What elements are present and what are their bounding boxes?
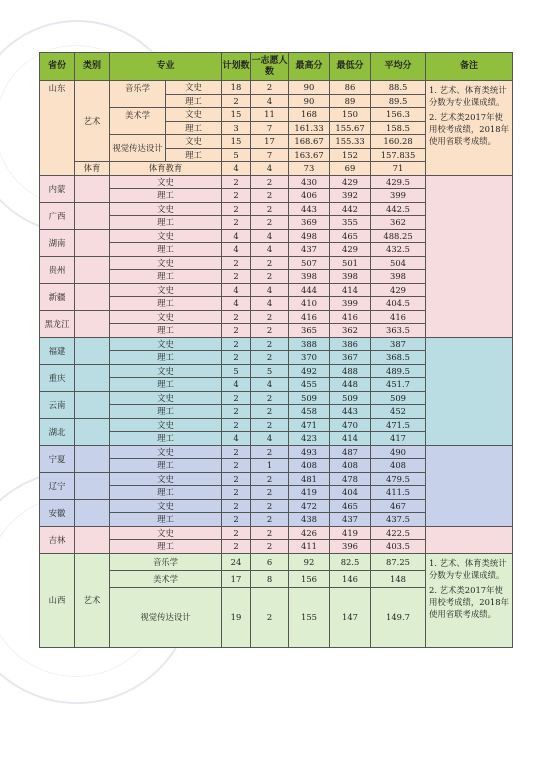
max-cell: 156 [289, 570, 330, 587]
first-choice-cell: 4 [251, 378, 289, 392]
subject-cell: 理工 [110, 270, 222, 284]
avg-cell: 489.5 [371, 364, 426, 378]
header-row [40, 53, 513, 81]
avg-cell: 87.25 [371, 553, 426, 570]
first-choice-cell: 2 [251, 337, 289, 351]
subject-cell: 理工 [110, 216, 222, 230]
avg-cell: 160.28 [371, 135, 426, 149]
header-major: 专业 [110, 53, 222, 81]
max-cell: 492 [289, 364, 330, 378]
category-cell [75, 499, 110, 526]
avg-cell: 158.5 [371, 121, 426, 135]
table-row [40, 445, 513, 459]
min-cell: 82.5 [330, 553, 371, 570]
min-cell: 86 [330, 81, 371, 95]
major-cell: 体育教育 [110, 162, 222, 176]
min-cell: 396 [330, 540, 371, 554]
avg-cell: 89.5 [371, 94, 426, 108]
plan-cell: 15 [222, 135, 251, 149]
plan-cell: 2 [222, 310, 251, 324]
min-cell: 414 [330, 283, 371, 297]
subject-cell: 文史 [110, 391, 222, 405]
plan-cell: 2 [222, 351, 251, 365]
first-choice-cell: 2 [251, 256, 289, 270]
min-cell: 69 [330, 162, 371, 176]
first-choice-cell: 2 [251, 189, 289, 203]
subject-cell: 理工 [110, 432, 222, 446]
category-cell [75, 364, 110, 391]
category-cell [75, 472, 110, 499]
first-choice-cell: 4 [251, 243, 289, 257]
table-row [40, 337, 513, 351]
plan-cell: 2 [222, 270, 251, 284]
major-cell: 美术学 [110, 108, 166, 135]
province-cell: 云南 [40, 391, 75, 418]
plan-cell: 2 [222, 459, 251, 473]
first-choice-cell: 11 [251, 108, 289, 122]
province-cell: 重庆 [40, 364, 75, 391]
plan-cell: 2 [222, 324, 251, 338]
max-cell: 90 [289, 94, 330, 108]
subject-cell: 文史 [110, 310, 222, 324]
admission-score-table [39, 52, 513, 648]
subject-cell: 理工 [110, 324, 222, 338]
plan-cell: 2 [222, 202, 251, 216]
major-cell: 视觉传达设计 [110, 135, 166, 162]
major-cell: 音乐学 [110, 553, 222, 570]
plan-cell: 18 [222, 81, 251, 95]
avg-cell: 363.5 [371, 324, 426, 338]
province-cell: 安徽 [40, 499, 75, 526]
note-line-1: 1. 艺术、体育类统计分数为专业课成绩。 [429, 557, 507, 580]
first-choice-cell: 4 [251, 162, 289, 176]
avg-cell: 504 [371, 256, 426, 270]
avg-cell: 422.5 [371, 526, 426, 540]
max-cell: 472 [289, 499, 330, 513]
max-cell: 388 [289, 337, 330, 351]
max-cell: 455 [289, 378, 330, 392]
province-cell: 山西 [40, 553, 75, 647]
plan-cell: 2 [222, 94, 251, 108]
table-row [40, 526, 513, 540]
min-cell: 501 [330, 256, 371, 270]
avg-cell: 429.5 [371, 175, 426, 189]
note-line-1: 1. 艺术、体育类统计分数为专业课成绩。 [429, 85, 507, 107]
first-choice-cell: 2 [251, 391, 289, 405]
province-cell: 吉林 [40, 526, 75, 553]
min-cell: 465 [330, 499, 371, 513]
min-cell: 146 [330, 570, 371, 587]
header-min: 最低分 [330, 53, 371, 81]
category-cell [75, 337, 110, 364]
note-line-2: 2. 艺术类2017年使用校考成绩，2018年使用省联考成绩。 [429, 112, 509, 146]
first-choice-cell: 2 [251, 526, 289, 540]
first-choice-cell: 2 [251, 587, 289, 647]
avg-cell: 479.5 [371, 472, 426, 486]
first-choice-cell: 2 [251, 405, 289, 419]
category-cell: 艺术 [75, 81, 110, 162]
header-category: 类别 [75, 53, 110, 81]
min-cell: 448 [330, 378, 371, 392]
min-cell: 155.67 [330, 121, 371, 135]
plan-cell: 4 [222, 229, 251, 243]
province-cell: 新疆 [40, 283, 75, 310]
min-cell: 367 [330, 351, 371, 365]
category-cell [75, 202, 110, 229]
avg-cell: 156.3 [371, 108, 426, 122]
min-cell: 150 [330, 108, 371, 122]
category-cell [75, 256, 110, 283]
min-cell: 470 [330, 418, 371, 432]
avg-cell: 509 [371, 391, 426, 405]
first-choice-cell: 2 [251, 513, 289, 527]
max-cell: 163.67 [289, 148, 330, 162]
first-choice-cell: 4 [251, 94, 289, 108]
plan-cell: 15 [222, 108, 251, 122]
subject-cell: 理工 [110, 405, 222, 419]
avg-cell: 398 [371, 270, 426, 284]
avg-cell: 417 [371, 432, 426, 446]
province-cell: 山东 [40, 81, 75, 176]
first-choice-cell: 1 [251, 459, 289, 473]
header-province: 省份 [40, 53, 75, 81]
avg-cell: 368.5 [371, 351, 426, 365]
subject-cell: 文史 [110, 364, 222, 378]
category-cell [75, 445, 110, 472]
plan-cell: 4 [222, 283, 251, 297]
first-choice-cell: 8 [251, 570, 289, 587]
header-notes: 备注 [426, 53, 513, 81]
first-choice-cell: 2 [251, 351, 289, 365]
min-cell: 488 [330, 364, 371, 378]
subject-cell: 理工 [110, 486, 222, 500]
min-cell: 465 [330, 229, 371, 243]
min-cell: 89 [330, 94, 371, 108]
avg-cell: 442.5 [371, 202, 426, 216]
major-cell: 音乐学 [110, 81, 166, 108]
avg-cell: 148 [371, 570, 426, 587]
subject-cell: 理工 [110, 351, 222, 365]
avg-cell: 467 [371, 499, 426, 513]
plan-cell: 3 [222, 121, 251, 135]
plan-cell: 2 [222, 337, 251, 351]
avg-cell: 471.5 [371, 418, 426, 432]
avg-cell: 408 [371, 459, 426, 473]
first-choice-cell: 2 [251, 310, 289, 324]
category-cell [75, 175, 110, 202]
max-cell: 423 [289, 432, 330, 446]
province-cell: 内蒙 [40, 175, 75, 202]
avg-cell: 157.835 [371, 148, 426, 162]
major-cell: 视觉传达设计 [110, 587, 222, 647]
first-choice-cell: 5 [251, 364, 289, 378]
min-cell: 399 [330, 297, 371, 311]
subject-cell: 文史 [110, 283, 222, 297]
notes-cell [426, 553, 513, 647]
min-cell: 416 [330, 310, 371, 324]
avg-cell: 437.5 [371, 513, 426, 527]
max-cell: 509 [289, 391, 330, 405]
max-cell: 369 [289, 216, 330, 230]
plan-cell: 2 [222, 486, 251, 500]
min-cell: 429 [330, 175, 371, 189]
min-cell: 509 [330, 391, 371, 405]
note-line-2: 2. 艺术类2017年使用校考成绩，2018年使用省联考成绩。 [429, 584, 509, 619]
category-cell [75, 418, 110, 445]
first-choice-cell: 4 [251, 229, 289, 243]
subject-cell: 文史 [166, 135, 222, 149]
plan-cell: 4 [222, 243, 251, 257]
min-cell: 414 [330, 432, 371, 446]
plan-cell: 2 [222, 418, 251, 432]
notes-cell [426, 526, 513, 553]
subject-cell: 理工 [110, 513, 222, 527]
category-cell [75, 283, 110, 310]
first-choice-cell: 4 [251, 283, 289, 297]
plan-cell: 24 [222, 553, 251, 570]
max-cell: 430 [289, 175, 330, 189]
province-cell: 福建 [40, 337, 75, 364]
max-cell: 481 [289, 472, 330, 486]
avg-cell: 71 [371, 162, 426, 176]
max-cell: 498 [289, 229, 330, 243]
max-cell: 406 [289, 189, 330, 203]
header-max: 最高分 [289, 53, 330, 81]
subject-cell: 文史 [110, 256, 222, 270]
min-cell: 437 [330, 513, 371, 527]
avg-cell: 149.7 [371, 587, 426, 647]
min-cell: 362 [330, 324, 371, 338]
min-cell: 155.33 [330, 135, 371, 149]
notes-cell [426, 445, 513, 526]
avg-cell: 88.5 [371, 81, 426, 95]
max-cell: 416 [289, 310, 330, 324]
subject-cell: 理工 [166, 94, 222, 108]
subject-cell: 理工 [110, 189, 222, 203]
plan-cell: 2 [222, 513, 251, 527]
avg-cell: 429 [371, 283, 426, 297]
subject-cell: 理工 [110, 297, 222, 311]
subject-cell: 理工 [166, 121, 222, 135]
min-cell: 404 [330, 486, 371, 500]
min-cell: 442 [330, 202, 371, 216]
subject-cell: 理工 [166, 148, 222, 162]
subject-cell: 文史 [166, 81, 222, 95]
category-cell [75, 229, 110, 256]
plan-cell: 2 [222, 540, 251, 554]
avg-cell: 404.5 [371, 297, 426, 311]
subject-cell: 文史 [166, 108, 222, 122]
max-cell: 493 [289, 445, 330, 459]
plan-cell: 2 [222, 175, 251, 189]
max-cell: 443 [289, 202, 330, 216]
first-choice-cell: 2 [251, 324, 289, 338]
min-cell: 408 [330, 459, 371, 473]
first-choice-cell: 2 [251, 472, 289, 486]
min-cell: 386 [330, 337, 371, 351]
notes-cell [426, 81, 513, 176]
first-choice-cell: 2 [251, 418, 289, 432]
subject-cell: 文史 [110, 472, 222, 486]
first-choice-cell: 2 [251, 486, 289, 500]
notes-cell [426, 175, 513, 337]
avg-cell: 452 [371, 405, 426, 419]
subject-cell: 文史 [110, 175, 222, 189]
plan-cell: 2 [222, 256, 251, 270]
avg-cell: 387 [371, 337, 426, 351]
province-cell: 湖南 [40, 229, 75, 256]
category-cell: 体育 [75, 162, 110, 176]
header-first-choice: 一志愿人数 [251, 53, 289, 81]
province-cell: 宁夏 [40, 445, 75, 472]
category-cell: 艺术 [75, 553, 110, 647]
subject-cell: 文史 [110, 499, 222, 513]
plan-cell: 2 [222, 526, 251, 540]
max-cell: 437 [289, 243, 330, 257]
max-cell: 471 [289, 418, 330, 432]
max-cell: 411 [289, 540, 330, 554]
plan-cell: 2 [222, 499, 251, 513]
first-choice-cell: 2 [251, 202, 289, 216]
province-cell: 辽宁 [40, 472, 75, 499]
avg-cell: 432.5 [371, 243, 426, 257]
major-cell: 美术学 [110, 570, 222, 587]
max-cell: 370 [289, 351, 330, 365]
max-cell: 426 [289, 526, 330, 540]
avg-cell: 490 [371, 445, 426, 459]
max-cell: 161.33 [289, 121, 330, 135]
min-cell: 147 [330, 587, 371, 647]
max-cell: 438 [289, 513, 330, 527]
first-choice-cell: 7 [251, 121, 289, 135]
avg-cell: 399 [371, 189, 426, 203]
max-cell: 458 [289, 405, 330, 419]
first-choice-cell: 2 [251, 499, 289, 513]
avg-cell: 416 [371, 310, 426, 324]
subject-cell: 文史 [110, 337, 222, 351]
avg-cell: 362 [371, 216, 426, 230]
category-cell [75, 526, 110, 553]
first-choice-cell: 2 [251, 81, 289, 95]
plan-cell: 4 [222, 297, 251, 311]
min-cell: 478 [330, 472, 371, 486]
max-cell: 408 [289, 459, 330, 473]
max-cell: 90 [289, 81, 330, 95]
subject-cell: 理工 [110, 459, 222, 473]
first-choice-cell: 2 [251, 540, 289, 554]
min-cell: 443 [330, 405, 371, 419]
first-choice-cell: 2 [251, 175, 289, 189]
max-cell: 73 [289, 162, 330, 176]
max-cell: 507 [289, 256, 330, 270]
avg-cell: 488.25 [371, 229, 426, 243]
subject-cell: 理工 [110, 243, 222, 257]
max-cell: 410 [289, 297, 330, 311]
min-cell: 152 [330, 148, 371, 162]
avg-cell: 411.5 [371, 486, 426, 500]
max-cell: 155 [289, 587, 330, 647]
subject-cell: 文史 [110, 526, 222, 540]
table-row [40, 553, 513, 570]
notes-cell [426, 337, 513, 445]
plan-cell: 5 [222, 148, 251, 162]
plan-cell: 2 [222, 405, 251, 419]
category-cell [75, 310, 110, 337]
max-cell: 365 [289, 324, 330, 338]
avg-cell: 451.7 [371, 378, 426, 392]
category-cell [75, 391, 110, 418]
min-cell: 419 [330, 526, 371, 540]
province-cell: 湖北 [40, 418, 75, 445]
max-cell: 444 [289, 283, 330, 297]
max-cell: 168.67 [289, 135, 330, 149]
min-cell: 355 [330, 216, 371, 230]
plan-cell: 2 [222, 445, 251, 459]
plan-cell: 2 [222, 216, 251, 230]
min-cell: 392 [330, 189, 371, 203]
plan-cell: 4 [222, 432, 251, 446]
plan-cell: 19 [222, 587, 251, 647]
first-choice-cell: 2 [251, 216, 289, 230]
plan-cell: 4 [222, 378, 251, 392]
subject-cell: 文史 [110, 202, 222, 216]
province-cell: 广西 [40, 202, 75, 229]
plan-cell: 5 [222, 364, 251, 378]
first-choice-cell: 2 [251, 445, 289, 459]
plan-cell: 2 [222, 391, 251, 405]
subject-cell: 文史 [110, 418, 222, 432]
first-choice-cell: 6 [251, 553, 289, 570]
max-cell: 92 [289, 553, 330, 570]
subject-cell: 理工 [110, 540, 222, 554]
max-cell: 419 [289, 486, 330, 500]
subject-cell: 文史 [110, 445, 222, 459]
avg-cell: 403.5 [371, 540, 426, 554]
max-cell: 398 [289, 270, 330, 284]
header-avg: 平均分 [371, 53, 426, 81]
first-choice-cell: 2 [251, 270, 289, 284]
plan-cell: 2 [222, 472, 251, 486]
province-cell: 黑龙江 [40, 310, 75, 337]
plan-cell: 4 [222, 162, 251, 176]
first-choice-cell: 7 [251, 148, 289, 162]
first-choice-cell: 4 [251, 432, 289, 446]
max-cell: 168 [289, 108, 330, 122]
table-row [40, 175, 513, 189]
first-choice-cell: 17 [251, 135, 289, 149]
plan-cell: 17 [222, 570, 251, 587]
min-cell: 398 [330, 270, 371, 284]
table-row [40, 81, 513, 95]
first-choice-cell: 4 [251, 297, 289, 311]
subject-cell: 理工 [110, 378, 222, 392]
subject-cell: 文史 [110, 229, 222, 243]
header-plan: 计划数 [222, 53, 251, 81]
min-cell: 487 [330, 445, 371, 459]
province-cell: 贵州 [40, 256, 75, 283]
plan-cell: 2 [222, 189, 251, 203]
min-cell: 429 [330, 243, 371, 257]
